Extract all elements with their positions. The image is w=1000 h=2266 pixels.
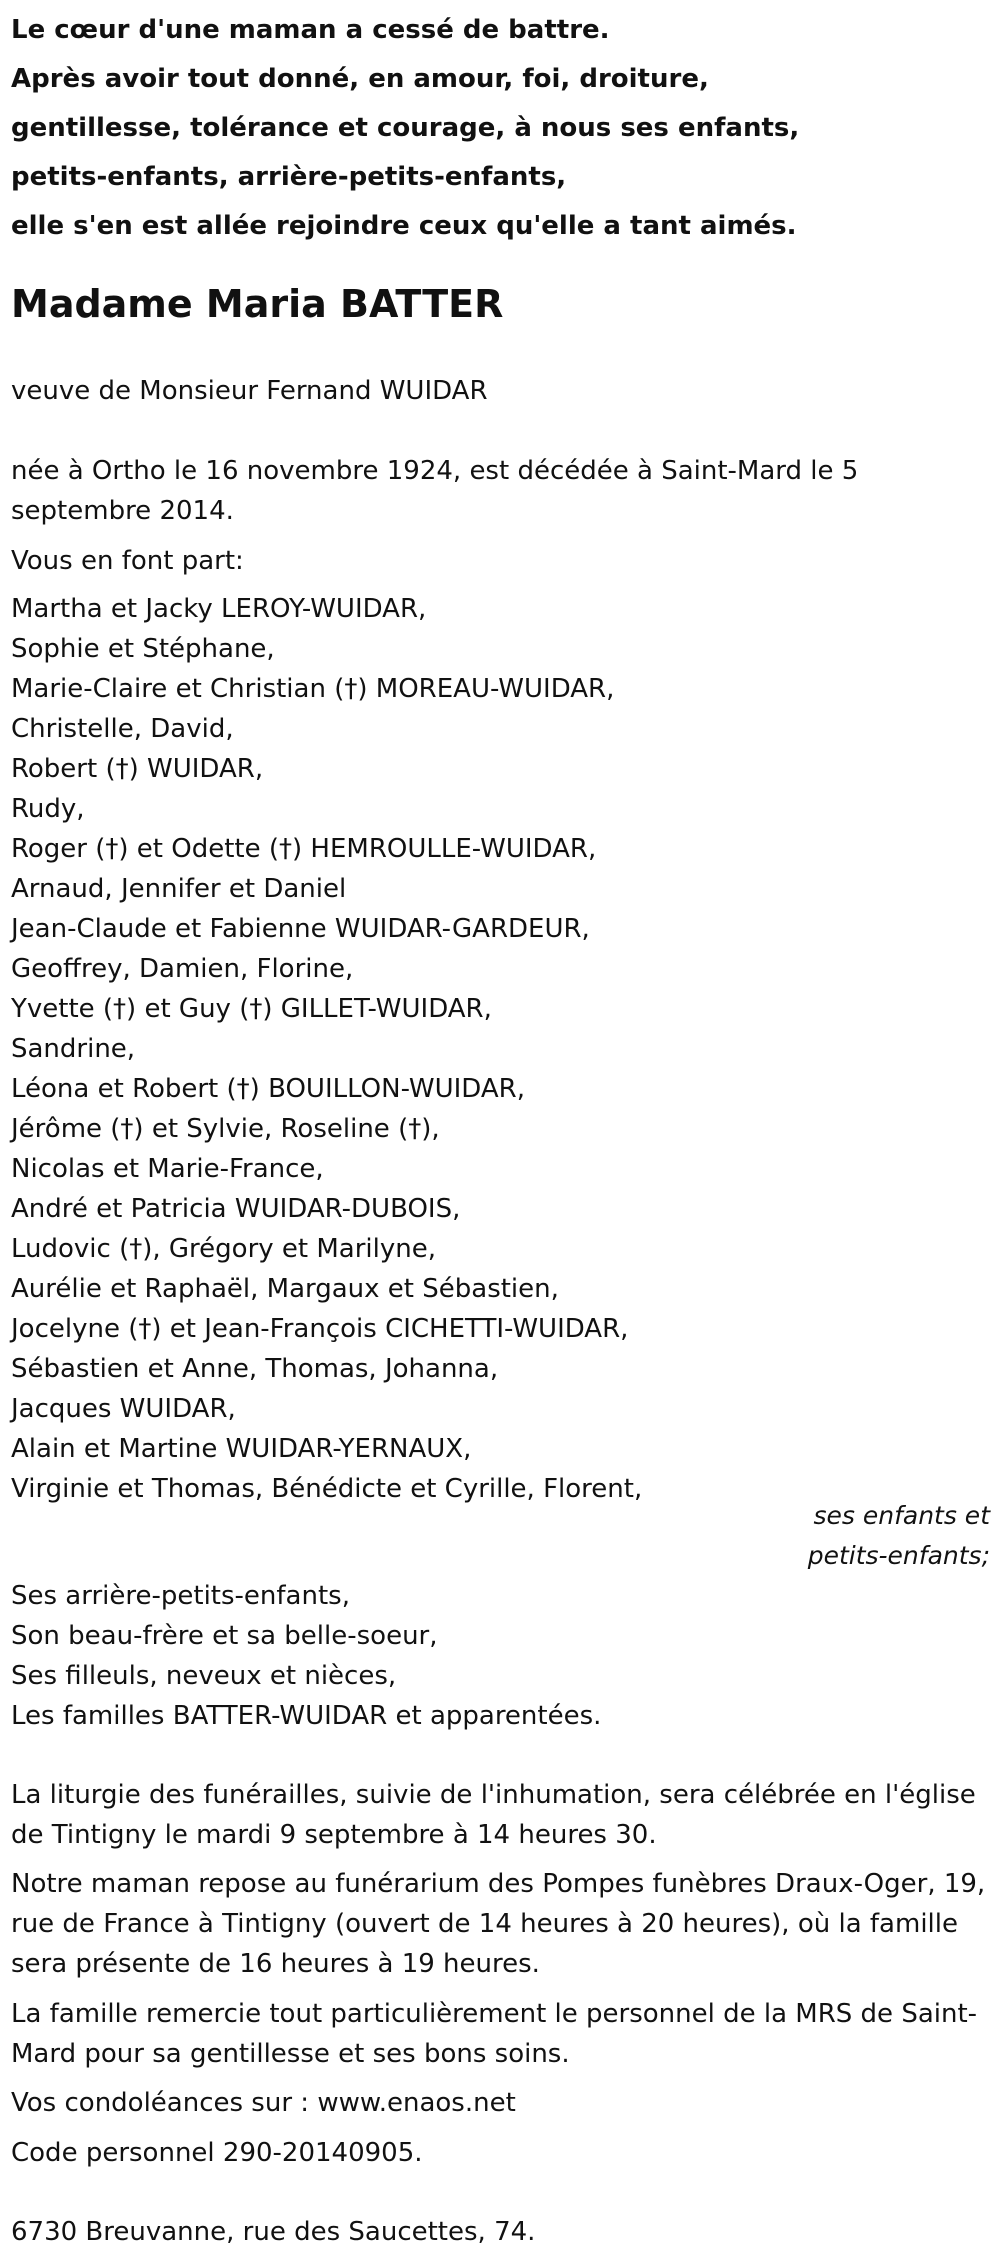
- relative-line: Ses arrière-petits-enfants,: [11, 1581, 350, 1611]
- family-member: Nicolas et Marie-France,: [11, 1154, 324, 1184]
- intro-line: Le cœur d'une maman a cessé de battre.: [11, 15, 610, 45]
- thanks-message: La famille remercie tout particulièrement le personnel de la MRS de Saint-Mard pour sa gentillesse et ses bons soins.: [11, 1999, 978, 2069]
- family-member: Sophie et Stéphane,: [11, 634, 275, 664]
- family-member: Jérôme (†) et Sylvie, Roseline (†),: [11, 1114, 440, 1144]
- family-member: Roger (†) et Odette (†) HEMROULLE-WUIDAR,: [11, 834, 597, 864]
- family-member: Yvette (†) et Guy (†) GILLET-WUIDAR,: [11, 994, 492, 1024]
- address: 6730 Breuvanne, rue des Saucettes, 74.: [11, 2217, 536, 2247]
- intro-line: petits-enfants, arrière-petits-enfants,: [11, 162, 567, 192]
- family-member: Jean-Claude et Fabienne WUIDAR-GARDEUR,: [11, 914, 590, 944]
- announcement-label: Vous en font part:: [11, 546, 244, 576]
- family-member: Jacques WUIDAR,: [11, 1394, 236, 1424]
- family-members-list: [11, 589, 642, 1509]
- role-line: ses enfants et: [813, 1501, 990, 1530]
- condolences-link[interactable]: www.enaos.net: [317, 2088, 516, 2118]
- relative-line: Son beau-frère et sa belle-soeur,: [11, 1621, 438, 1651]
- family-member: André et Patricia WUIDAR-DUBOIS,: [11, 1194, 461, 1224]
- intro-line: Après avoir tout donné, en amour, foi, droiture,: [11, 64, 709, 94]
- funerarium-info: Notre maman repose au funérarium des Pompes funèbres Draux-Oger, 19, rue de France à Tintigny (ouvert de 14 heures à 20 heures), où la famille sera présente de 16 heures à 19 heures.: [11, 1869, 986, 1979]
- family-member: Aurélie et Raphaël, Margaux et Sébastien,: [11, 1274, 559, 1304]
- relative-line: Ses filleuls, neveux et nièces,: [11, 1661, 397, 1691]
- family-member: Rudy,: [11, 794, 85, 824]
- family-member: Jocelyne (†) et Jean-François CICHETTI-WUIDAR,: [11, 1314, 629, 1344]
- intro-line: elle s'en est allée rejoindre ceux qu'elle a tant aimés.: [11, 211, 797, 241]
- family-member: Ludovic (†), Grégory et Marilyne,: [11, 1234, 437, 1264]
- role-line: petits-enfants;: [807, 1541, 990, 1570]
- widow-of: veuve de Monsieur Fernand WUIDAR: [11, 376, 488, 406]
- intro-line: gentillesse, tolérance et courage, à nous ses enfants,: [11, 113, 800, 143]
- family-member: Léona et Robert (†) BOUILLON-WUIDAR,: [11, 1074, 525, 1104]
- family-member: Martha et Jacky LEROY-WUIDAR,: [11, 594, 427, 624]
- family-member: Geoffrey, Damien, Florine,: [11, 954, 354, 984]
- intro-paragraph: [11, 6, 971, 251]
- family-member: Robert (†) WUIDAR,: [11, 754, 264, 784]
- condolences-line: [11, 2083, 986, 2123]
- relative-line: Les familles BATTER-WUIDAR et apparentées.: [11, 1701, 602, 1731]
- birth-death-details: née à Ortho le 16 novembre 1924, est décédée à Saint-Mard le 5 septembre 2014.: [11, 456, 859, 526]
- family-member: Alain et Martine WUIDAR-YERNAUX,: [11, 1434, 472, 1464]
- deceased-name: Madame Maria BATTER: [11, 282, 504, 326]
- family-role-caption: [808, 1496, 990, 1576]
- personal-code: Code personnel 290-20140905.: [11, 2138, 423, 2168]
- family-member: Sébastien et Anne, Thomas, Johanna,: [11, 1354, 499, 1384]
- other-relatives-list: [11, 1576, 601, 1736]
- funeral-info: La liturgie des funérailles, suivie de l'inhumation, sera célébrée en l'église de Tintigny le mardi 9 septembre à 14 heures 30.: [11, 1780, 976, 1850]
- family-member: Virginie et Thomas, Bénédicte et Cyrille, Florent,: [11, 1474, 643, 1504]
- family-member: Marie-Claire et Christian (†) MOREAU-WUIDAR,: [11, 674, 615, 704]
- family-member: Christelle, David,: [11, 714, 234, 744]
- condolences-prefix: Vos condoléances sur :: [11, 2088, 318, 2118]
- family-member: Arnaud, Jennifer et Daniel: [11, 874, 347, 904]
- family-member: Sandrine,: [11, 1034, 136, 1064]
